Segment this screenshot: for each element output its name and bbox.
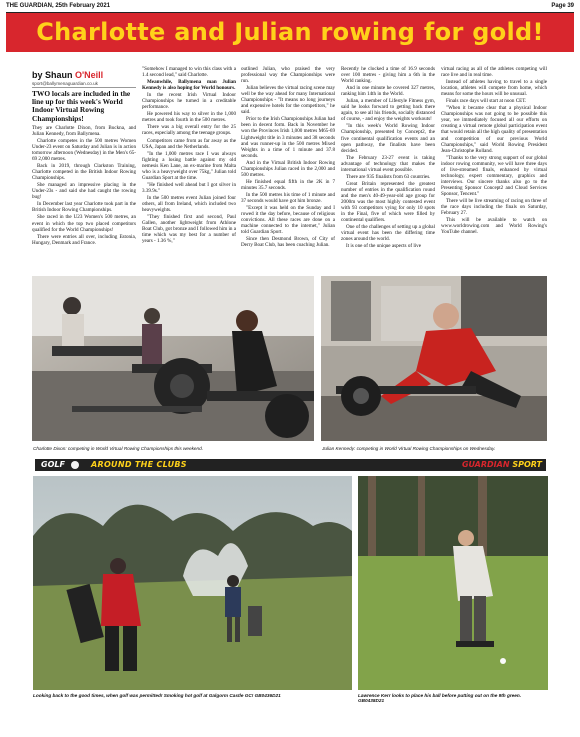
paragraph: They are Charlotte Dixon, from Buckna, and Julian Kennedy, from Ballymena. [32,124,136,137]
paragraph: Charlotte competes in the 500 metres Women Under-23 event on Saturday and Julian is in action tomorrow afternoon (Wednesday) in the Men's 65-69 2,000 metres. [32,137,136,163]
paragraph: There are 935 finalists from 63 countries. [346,173,431,180]
article-column-2 [142,66,236,272]
paragraph: "They finished first and second, Paul Gallen, another lightweight from Athlone Boat Club, got bronze and I followed him in a time which was my best for a number of years - 1.36 %," [142,214,236,245]
paragraph: And in the Virtual British Indoor Rowing Championships Julian raced in the 2,000 and 500 metres. [241,159,335,178]
paragraph: "He finished well ahead but I got silver in 3.39.9s." [142,181,236,194]
paragraph: "Except it was held on the Sunday and I rowed it the day before, because of religious convictions. All these races are done on a machine connected to the internet," Julian told Guardian Sport. [241,205,335,236]
paragraph: He finished equal fifth in the 2K in 7 minutes 35.7 seconds. [241,178,335,191]
golf-ball-icon [71,461,79,469]
paragraph: And in one minute he covered 327 metres, ranking him 14th in the World. [341,85,435,98]
paragraph: "When it became clear that a physical Indoor Championships was not going to be possible this year, we immediately focused all our efforts on creating a virtual remote global participation event that would retain all the high quality of presentation and competition of our previous World Championships," said World Rowing President Jean-Christophe Rolland. [441,105,547,154]
brand-sport: SPORT [509,460,542,469]
paragraph: One of the challenges of setting up a global virtual event has been the differing time zones around the world. [341,224,435,243]
byline-prefix: by Shaun [32,70,76,80]
golf-photo-kerr [358,476,548,690]
paragraph: outlined Julian, who praised the very professional way the Championships were run. [241,66,335,85]
article-column-4 [341,66,435,272]
paragraph: In the 500 metres event Julian joined four others, all from Ireland, which included two heavyweights. [142,194,236,214]
page-number: Page 39 [551,3,574,9]
paragraph: The February 23-27 event is taking advantage of technology that makes the international virtual event possible. [341,154,435,173]
photo-caption-kerr: Lawrence Kerr looks to place his ball before putting out on the 9th green. GB0438D21 [358,693,522,703]
paragraph: It is one of the unique aspects of live [346,243,421,250]
paragraph: "Thanks to the very strong support of our global indoor rowing community, we will have three days of live-streamed finals, enhanced by virtual technology, expert commentary, graphics and interviews. Our sincere thanks also go to the Presenting Sponsor Concept2 and Cloud Services Sponsor, Tencent." [441,154,547,197]
article-column-1 [32,90,136,272]
paragraph [142,79,236,91]
paragraph: She raced in the U23 Women's 500 metres, an event in which the top two placed competitors qualified for the World Championships! [32,214,136,233]
bold-paragraph: Meanwhile, Ballymena man Julian Kennedy is also hoping for World honours. [142,79,236,92]
article-column-3 [241,66,335,272]
paragraph: Back in 2019, through Clarkston Training, Charlotte competed in the British Indoor Rowing Championships. [32,163,136,182]
headline: Charlotte and Julian rowing for gold! [6,13,574,52]
paragraph: Since then Desmond Brown, of City of Derry Boat Club, has been coaching Julian. [241,236,335,249]
paragraph: There was a big overall entry for the 25 races, especially among the teenage groups. [142,124,236,137]
paragraph: "In this week's World Rowing Indoor Championship, presented by Concept2, the five continental qualification events and an open pathway, the finalists have been decided. [341,123,435,154]
section-label-golf: GOLF [41,460,65,469]
golf-photo-image [33,476,352,690]
paragraph: "Somehow I managed to win this class with a 1.4 second lead," said Charlotte. [142,66,236,79]
paragraph: There were entries all over, including Estonia, Hungary, Denmark and France. [32,233,136,246]
photo-caption-julian: Julian Kennedy: competing in World Virtual Rowing Championships on Wednesday. [322,446,496,451]
paragraph: In the recent Irish Virtual Indoor Championships he turned in a creditable performance. [142,92,236,111]
paragraph: Finals race days will start at noon CET. [446,98,527,105]
paragraph: Julian, a member of Lifestyle Fitness gym, said he looks forward to getting back there again, to see all his friends, socially distanced of course, - and enjoy the weights workouts! [341,98,435,123]
photo-caption-galgorm: Looking back to the good times, when golf was permitted! Smoking hot golf at Galgorm Castle GC! GB0436D21 [33,693,281,698]
paragraph: Recently he clocked a time of 16.9 seconds over 100 metres - giving him a 6th in the World ranking. [341,66,435,85]
paragraph: virtual racing as all of the athletes competing will race live and in real time. [441,66,547,79]
paragraph: Great Britain represented the greatest number of entries in the qualification round and the men's 40-49-year-old age group for 2000m was the most highly contested event with 93 competitors vying for only 10 spots in the Final, five of which were filled by continental qualifiers. [341,180,435,224]
section-brand [462,460,542,469]
byline [32,70,136,80]
paragraph: In December last year Charlotte took part in the British Indoor Rowing Championships. [32,201,136,214]
photo-caption-charlotte: Charlotte Dixon: competing in World Virtual Rowing Championships this weekend. [33,446,204,451]
paragraph: Competitors came from as far away as the USA, Japan and the Netherlands. [142,137,236,150]
article-column-5 [441,66,547,272]
paragraph: Instead of athletes having to travel to a single location, athletes will compete from home, which means for some the hours will be unusual. [441,79,547,98]
brand-guardian: GUARDIAN [461,460,510,469]
paragraph: Julian believes the virtual racing scene may well be the way ahead for many International Championships - "It means no long journeys and expensive hotels for the competitors," he said. [241,85,335,116]
paragraph: In the 500 metres his time of 1 minute and 37 seconds would have got him bronze. [241,191,335,204]
golf-photo-galgorm [33,476,352,690]
paragraph: There will be live streaming of racing on three of the race days including the finals on Saturday, February 27. [441,197,547,217]
golf-photo-image [358,476,548,690]
rowing-photo-charlotte [32,276,314,441]
paragraph: He powered his way to silver in the 1,000 metres and took fourth in the 500 metres. [142,111,236,124]
publication-date: THE GUARDIAN, 25th February 2021 [6,3,111,9]
rowing-photo-julian [321,276,547,441]
paragraph: "In the 1,000 metres race I was always fighting a losing battle against my old nemesis Ken Lane, an ex-marine from Malta who is a heavyweight over 75kg," Julian told Guardian Sport at the time. [142,150,236,181]
byline-name: O'Neill [75,70,104,80]
lead-paragraph: TWO locals are included in the line up for this week's World Indoor Virtual Rowing Championships! [32,90,131,123]
section-bar [35,459,546,471]
rowing-photo-image [32,276,314,441]
paragraph: She managed an impressive placing in the Under-23s - and said she had caught the rowing bug! [32,182,136,201]
section-label-around-the-clubs: AROUND THE CLUBS [91,460,187,469]
byline-email: sport@ballymenaguardian.co.uk [32,81,136,88]
paragraph: This will be available to watch on www.worldrowing.com and World Rowing's YouTube channel. [441,217,547,236]
rowing-photo-image [321,276,547,441]
paragraph: Prior to the Irish Championships Julian had been in decent form. Back in November he won the Provinces Irish 1,000 metres M65-69 Lightweight title in 3 minutes and 38 seconds and was runner-up in the 500 metres Mixed Weights in a time of 1 minute and 37.8 seconds. [241,116,335,159]
